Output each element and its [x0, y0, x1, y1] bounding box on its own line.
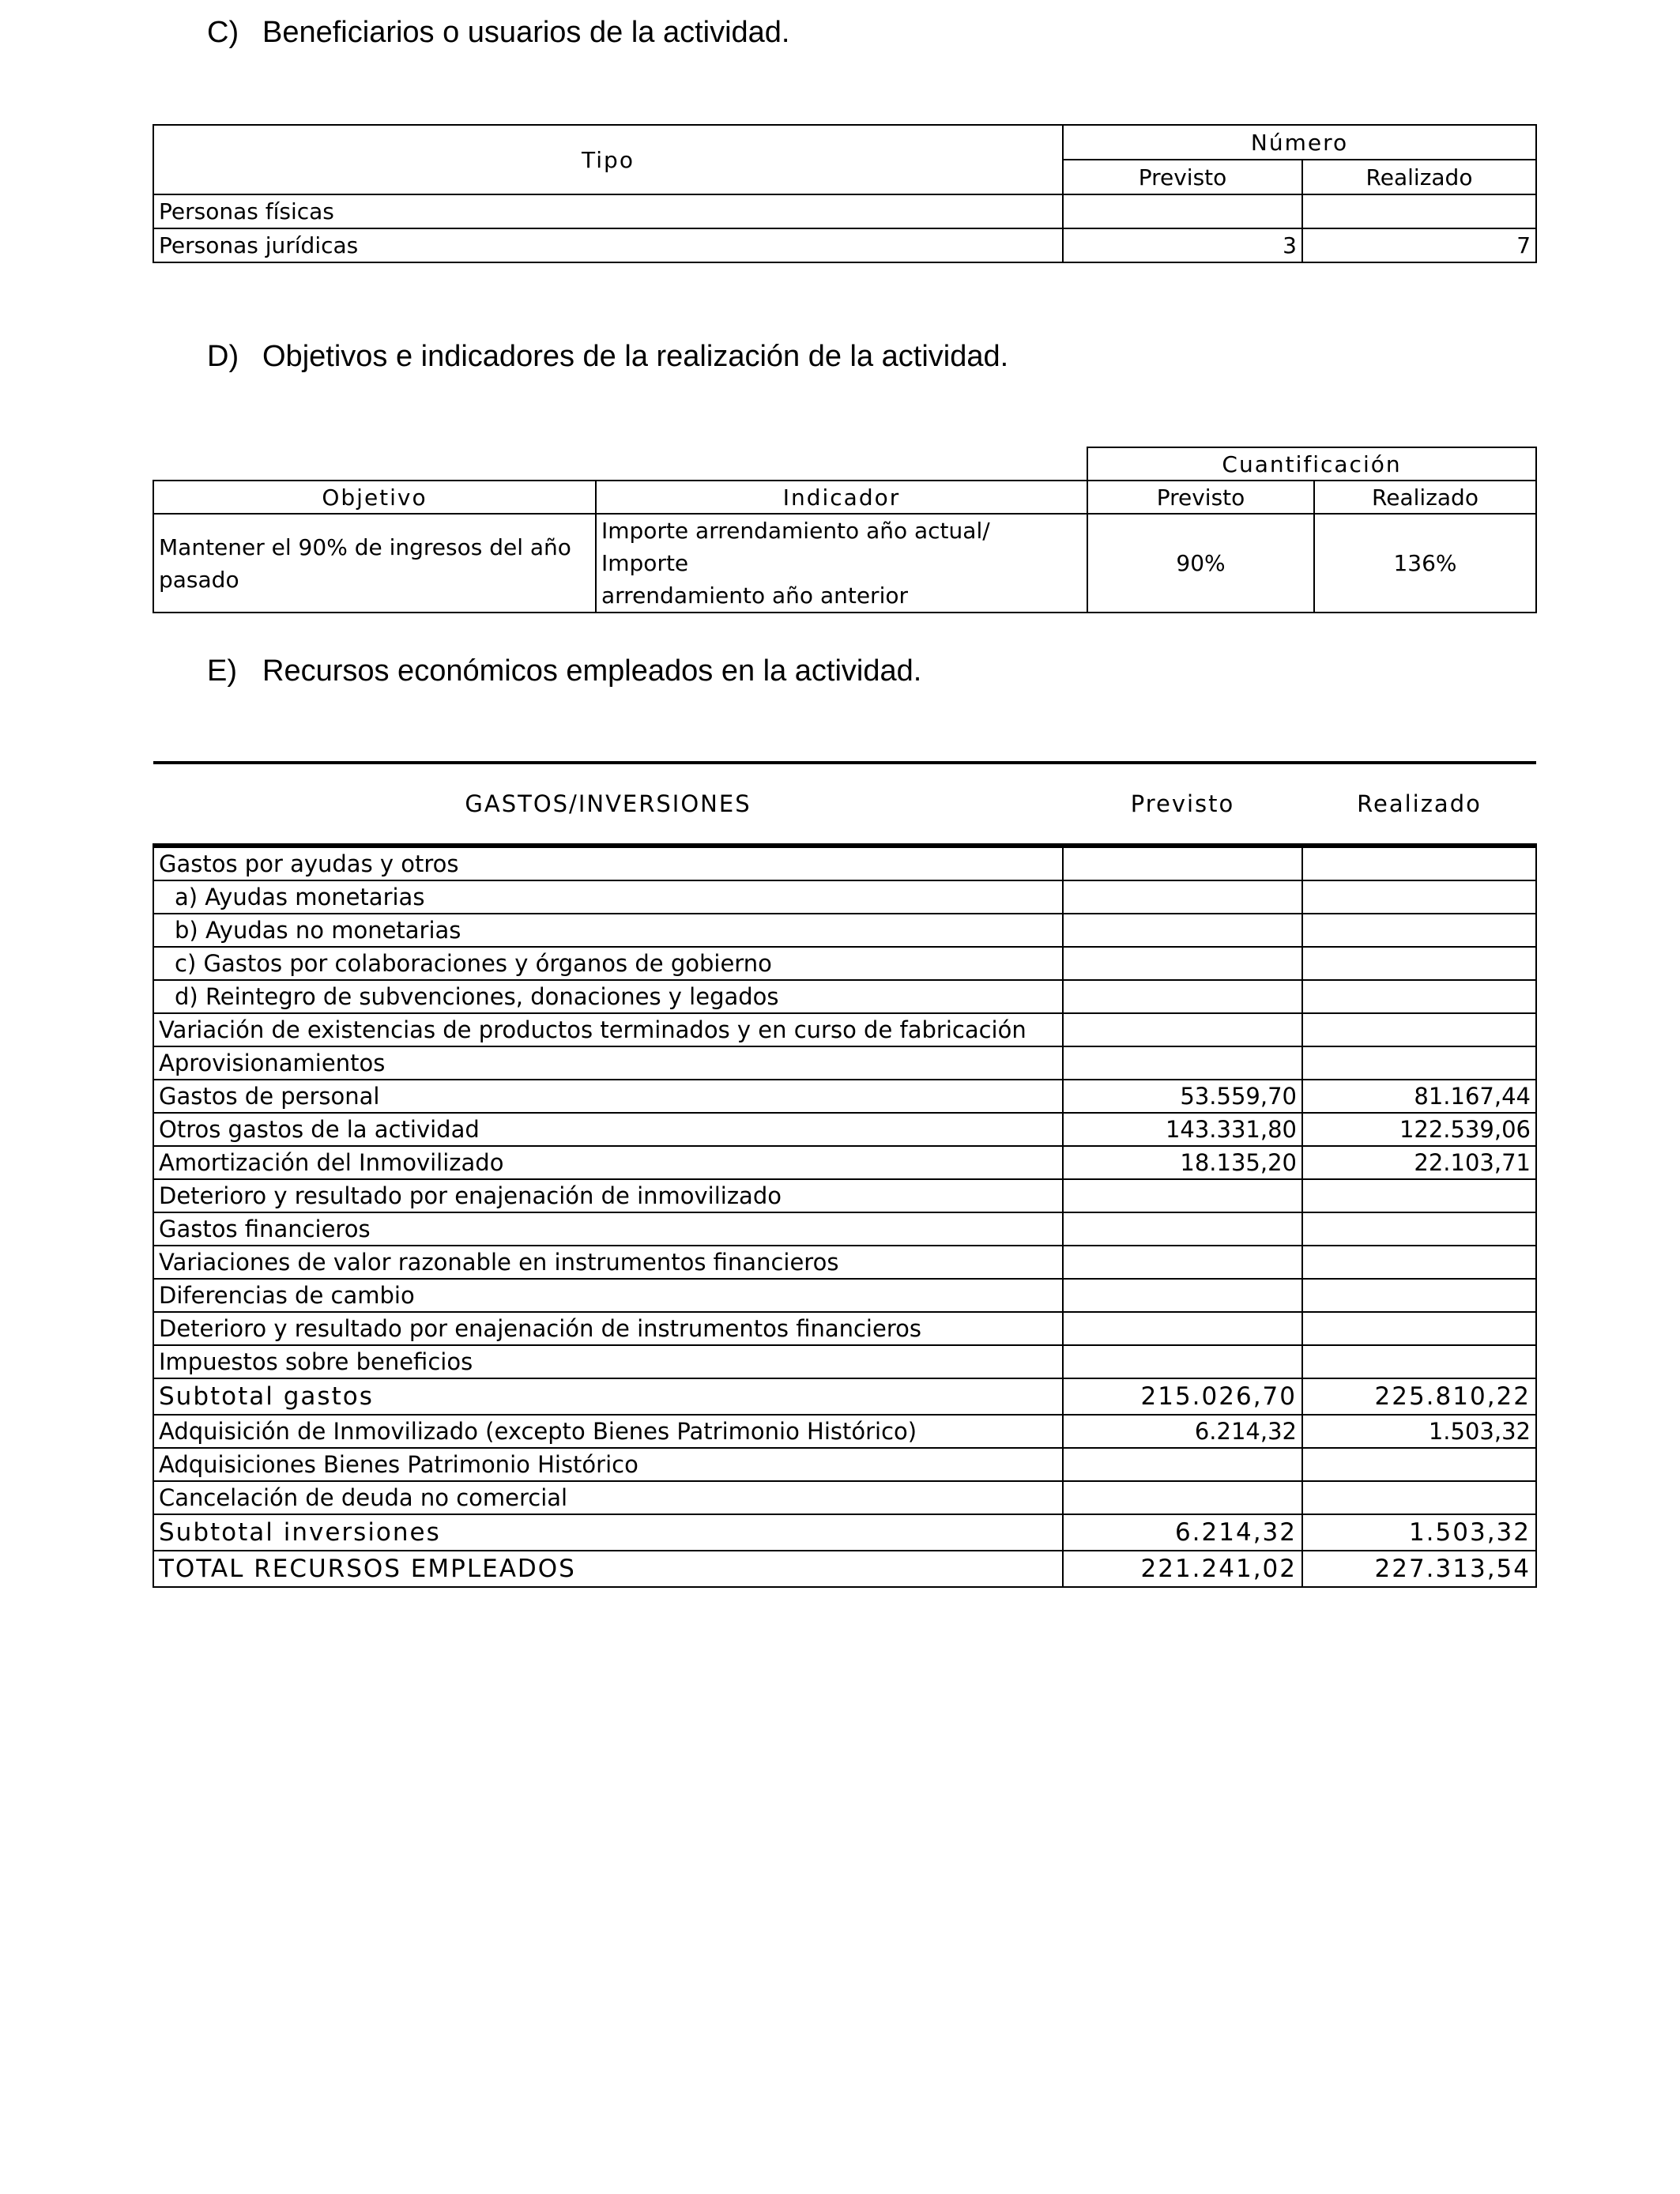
table-row — [153, 1378, 1536, 1415]
section-d-letter: D) — [207, 340, 239, 373]
concepto-cell: b) Ayudas no monetarias — [153, 914, 1063, 947]
concepto-cell: Variaciones de valor razonable en instrumentos financieros — [153, 1246, 1063, 1279]
table-row — [153, 846, 1536, 880]
realizado-cell: 136% — [1314, 514, 1536, 613]
realizado-cell — [1302, 1046, 1536, 1080]
header-numero: Número — [1063, 125, 1536, 160]
previsto-cell — [1063, 947, 1302, 980]
realizado-cell — [1302, 1246, 1536, 1279]
previsto-cell — [1063, 846, 1302, 880]
realizado-cell — [1302, 947, 1536, 980]
realizado-cell: 225.810,22 — [1302, 1378, 1536, 1415]
previsto-cell — [1063, 1013, 1302, 1046]
realizado-cell: 22.103,71 — [1302, 1146, 1536, 1179]
table-row — [153, 1312, 1536, 1345]
section-e-heading — [207, 654, 921, 688]
table-row — [153, 947, 1536, 980]
previsto-cell — [1063, 194, 1302, 228]
objetivos-table — [153, 447, 1537, 613]
section-e-title: Recursos económicos empleados en la actividad. — [262, 654, 922, 688]
previsto-cell — [1063, 1212, 1302, 1246]
realizado-cell: 227.313,54 — [1302, 1551, 1536, 1587]
previsto-cell — [1063, 1246, 1302, 1279]
realizado-cell — [1302, 1013, 1536, 1046]
table-row — [153, 1113, 1536, 1146]
table-row — [153, 1212, 1536, 1246]
table-row — [153, 1415, 1536, 1448]
table-row — [153, 980, 1536, 1013]
previsto-cell: 143.331,80 — [1063, 1113, 1302, 1146]
realizado-cell — [1302, 980, 1536, 1013]
realizado-cell — [1302, 194, 1536, 228]
previsto-cell — [1063, 1448, 1302, 1481]
table-row — [153, 514, 1536, 613]
previsto-cell — [1063, 880, 1302, 914]
table-row — [153, 1345, 1536, 1378]
realizado-cell: 1.503,32 — [1302, 1415, 1536, 1448]
header-realizado: Realizado — [1302, 763, 1536, 846]
realizado-cell — [1302, 1179, 1536, 1212]
realizado-cell: 1.503,32 — [1302, 1514, 1536, 1551]
tipo-cell: Personas físicas — [153, 194, 1063, 228]
previsto-cell — [1063, 1312, 1302, 1345]
section-d-title: Objetivos e indicadores de la realización de la actividad. — [262, 340, 1009, 373]
header-objetivo: Objetivo — [153, 481, 596, 514]
realizado-cell — [1302, 914, 1536, 947]
realizado-cell — [1302, 1448, 1536, 1481]
concepto-cell: TOTAL RECURSOS EMPLEADOS — [153, 1551, 1063, 1587]
objetivo-cell — [153, 514, 596, 613]
concepto-cell: Adquisiciones Bienes Patrimonio Histórico — [153, 1448, 1063, 1481]
previsto-cell: 215.026,70 — [1063, 1378, 1302, 1415]
table-row — [153, 1246, 1536, 1279]
realizado-cell — [1302, 880, 1536, 914]
recursos-table — [153, 761, 1537, 1588]
table-row — [153, 1146, 1536, 1179]
concepto-cell: c) Gastos por colaboraciones y órganos de gobierno — [153, 947, 1063, 980]
concepto-cell: Amortización del Inmovilizado — [153, 1146, 1063, 1179]
concepto-cell: Adquisición de Inmovilizado (excepto Bienes Patrimonio Histórico) — [153, 1415, 1063, 1448]
previsto-cell — [1063, 1279, 1302, 1312]
realizado-cell — [1302, 1345, 1536, 1378]
previsto-cell: 53.559,70 — [1063, 1080, 1302, 1113]
realizado-cell — [1302, 1212, 1536, 1246]
objetivo-line-2: pasado — [159, 566, 239, 593]
realizado-cell — [1302, 1279, 1536, 1312]
concepto-cell: Aprovisionamientos — [153, 1046, 1063, 1080]
table-row — [153, 880, 1536, 914]
table-row — [153, 1448, 1536, 1481]
previsto-cell — [1063, 980, 1302, 1013]
section-d-heading — [207, 340, 1008, 374]
beneficiarios-table — [153, 124, 1537, 263]
section-c-letter: C) — [207, 16, 239, 49]
concepto-cell: Gastos financieros — [153, 1212, 1063, 1246]
concepto-cell: d) Reintegro de subvenciones, donaciones y legados — [153, 980, 1063, 1013]
concepto-cell: Subtotal gastos — [153, 1378, 1063, 1415]
indicador-cell — [596, 514, 1087, 613]
concepto-cell: Deterioro y resultado por enajenación de instrumentos financieros — [153, 1312, 1063, 1345]
header-cuantificacion: Cuantificación — [1087, 447, 1536, 481]
table-row — [153, 1046, 1536, 1080]
previsto-cell — [1063, 1179, 1302, 1212]
section-e-letter: E) — [207, 654, 237, 688]
realizado-cell — [1302, 846, 1536, 880]
previsto-cell: 221.241,02 — [1063, 1551, 1302, 1587]
previsto-cell — [1063, 1046, 1302, 1080]
header-indicador: Indicador — [596, 481, 1087, 514]
concepto-cell: Diferencias de cambio — [153, 1279, 1063, 1312]
realizado-cell — [1302, 1312, 1536, 1345]
table-row — [153, 1481, 1536, 1514]
table-row — [153, 1179, 1536, 1212]
realizado-cell: 122.539,06 — [1302, 1113, 1536, 1146]
realizado-cell: 7 — [1302, 228, 1536, 262]
header-previsto: Previsto — [1063, 763, 1302, 846]
previsto-cell: 3 — [1063, 228, 1302, 262]
concepto-cell: Deterioro y resultado por enajenación de inmovilizado — [153, 1179, 1063, 1212]
concepto-cell: Variación de existencias de productos terminados y en curso de fabricación — [153, 1013, 1063, 1046]
header-gastos-inversiones: GASTOS/INVERSIONES — [153, 763, 1063, 846]
tipo-cell: Personas jurídicas — [153, 228, 1063, 262]
realizado-cell — [1302, 1481, 1536, 1514]
concepto-cell: Subtotal inversiones — [153, 1514, 1063, 1551]
table-row — [153, 228, 1536, 262]
previsto-cell — [1063, 1481, 1302, 1514]
previsto-cell: 6.214,32 — [1063, 1415, 1302, 1448]
header-realizado: Realizado — [1314, 481, 1536, 514]
objetivo-line-1: Mantener el 90% de ingresos del año — [159, 533, 571, 560]
realizado-cell: 81.167,44 — [1302, 1080, 1536, 1113]
previsto-cell: 90% — [1087, 514, 1314, 613]
table-row — [153, 1279, 1536, 1312]
concepto-cell: Cancelación de deuda no comercial — [153, 1481, 1063, 1514]
section-c-heading — [207, 16, 790, 50]
table-row — [153, 1080, 1536, 1113]
concepto-cell: Impuestos sobre beneficios — [153, 1345, 1063, 1378]
header-previsto: Previsto — [1087, 481, 1314, 514]
previsto-cell: 6.214,32 — [1063, 1514, 1302, 1551]
indicador-line-2: arrendamiento año anterior — [601, 582, 908, 609]
header-previsto: Previsto — [1063, 160, 1302, 194]
section-c-title: Beneficiarios o usuarios de la actividad. — [262, 16, 790, 49]
table-row — [153, 1013, 1536, 1046]
concepto-cell: a) Ayudas monetarias — [153, 880, 1063, 914]
table-row — [153, 1551, 1536, 1587]
previsto-cell — [1063, 1345, 1302, 1378]
concepto-cell: Otros gastos de la actividad — [153, 1113, 1063, 1146]
table-row — [153, 914, 1536, 947]
header-tipo: Tipo — [153, 125, 1063, 194]
previsto-cell — [1063, 914, 1302, 947]
header-realizado: Realizado — [1302, 160, 1536, 194]
table-row — [153, 1514, 1536, 1551]
previsto-cell: 18.135,20 — [1063, 1146, 1302, 1179]
indicador-line-1: Importe arrendamiento año actual/ Importe — [601, 518, 990, 576]
concepto-cell: Gastos de personal — [153, 1080, 1063, 1113]
concepto-cell: Gastos por ayudas y otros — [153, 846, 1063, 880]
table-row — [153, 194, 1536, 228]
